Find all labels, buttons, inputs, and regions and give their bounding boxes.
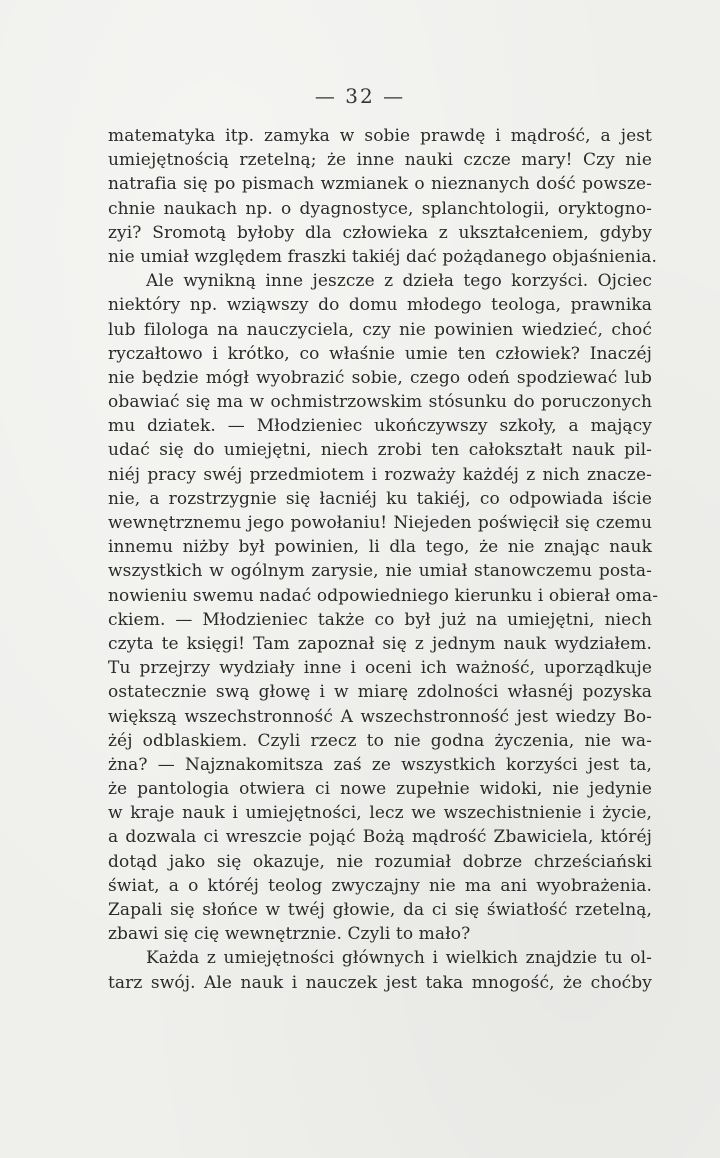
text-line: dotąd jako się okazuje, nie rozumiał dobrze chrześciański bbox=[108, 851, 652, 872]
text-line: obawiać się ma w ochmistrzowskim stósunku do poruczonych bbox=[108, 392, 652, 413]
text-line: Każda z umiejętności głównych i wielkich znajdzie tu ol- bbox=[146, 948, 652, 969]
text-line: tarz swój. Ale nauk i nauczek jest taka mnogość, że choćby bbox=[108, 972, 652, 993]
text-line: Zapali się słońce w twéj głowie, da ci się światłość rzetelną, bbox=[108, 900, 652, 920]
text-line: ostatecznie swą głowę i w miarę zdolności własnéj pozyska bbox=[108, 682, 652, 703]
text-line: żna? — Najznakomitsza zaś ze wszystkich korzyści jest ta, bbox=[108, 754, 652, 775]
text-line: wewnętrznemu jego powołaniu! Niejeden poświęcił się czemu bbox=[108, 513, 652, 533]
text-line: Tu przejrzy wydziały inne i oceni ich ważność, uporządkuje bbox=[108, 658, 652, 679]
text-line: niéj pracy swéj przedmiotem i rozważy każdéj z nich znacze- bbox=[108, 464, 652, 485]
text-line: większą wszechstronność A wszechstronność jest wiedzy Bo- bbox=[108, 706, 652, 727]
text-line: wszystkich w ogólnym zarysie, nie umiał stanowczemu posta- bbox=[108, 561, 652, 582]
text-line: zbawi się cię wewnętrznie. Czyli to mało? bbox=[108, 924, 471, 945]
text-line: nowieniu swemu nadać odpowiedniego kierunku i obierał oma- bbox=[108, 585, 659, 606]
text-line: matematyka itp. zamyka w sobie prawdę i mądrość, a jest bbox=[108, 126, 652, 146]
text-line: mu dziatek. — Młodzieniec ukończywszy szkoły, a mający bbox=[108, 416, 652, 437]
page-number: — 32 — bbox=[314, 84, 406, 108]
text-line: natrafia się po pismach wzmianek o nieznanych dość powsze- bbox=[108, 174, 652, 195]
text-line: udać się do umiejętni, niech zrobi ten całokształt nauk pil- bbox=[108, 440, 652, 461]
text-line: niektóry np. wziąwszy do domu młodego teologa, prawnika bbox=[108, 295, 652, 316]
text-line: chnie naukach np. o dyagnostyce, splanchtologii, oryktogno- bbox=[108, 198, 652, 219]
text-line: ckiem. — Młodzieniec także co był już na umiejętni, niech bbox=[108, 609, 652, 630]
text-line: a dozwala ci wreszcie pojąć Bożą mądrość Zbawiciela, któréj bbox=[108, 827, 652, 848]
text-line: czyta te księgi! Tam zapoznał się z jednym nauk wydziałem. bbox=[108, 633, 652, 654]
body-text bbox=[108, 124, 659, 995]
text-line: świat, a o któréj teolog zwyczajny nie ma ani wyobrażenia. bbox=[108, 875, 652, 896]
text-line: umiejętnością rzetelną; że inne nauki czcze mary! Czy nie bbox=[108, 150, 652, 171]
text-line: nie, a rozstrzygnie się łacniéj ku takiéj, co odpowiada iście bbox=[108, 488, 652, 509]
text-line: zyi? Sromotą byłoby dla człowieka z ukształceniem, gdyby bbox=[108, 222, 652, 243]
text-line: nie będzie mógł wyobrazić sobie, czego odeń spodziewać lub bbox=[108, 367, 652, 388]
text-line: Ale wynikną inne jeszcze z dzieła tego korzyści. Ojciec bbox=[146, 271, 652, 292]
text-line: innemu niżby był powinien, li dla tego, że nie znając nauk bbox=[108, 537, 652, 558]
text-line: w kraje nauk i umiejętności, lecz we wszechistnienie i życie, bbox=[108, 803, 652, 824]
text-line: lub filologa na nauczyciela, czy nie powinien wiedzieć, choć bbox=[108, 319, 652, 340]
text-line: ryczałtowo i krótko, co właśnie umie ten człowiek? Inaczéj bbox=[108, 343, 652, 364]
text-line: że pantologia otwiera ci nowe zupełnie widoki, nie jedynie bbox=[108, 779, 652, 800]
text-line: nie umiał względem fraszki takiéj dać pożądanego objaśnienia. bbox=[108, 246, 657, 267]
text-line: żéj odblaskiem. Czyli rzecz to nie godna życzenia, nie wa- bbox=[108, 730, 652, 751]
